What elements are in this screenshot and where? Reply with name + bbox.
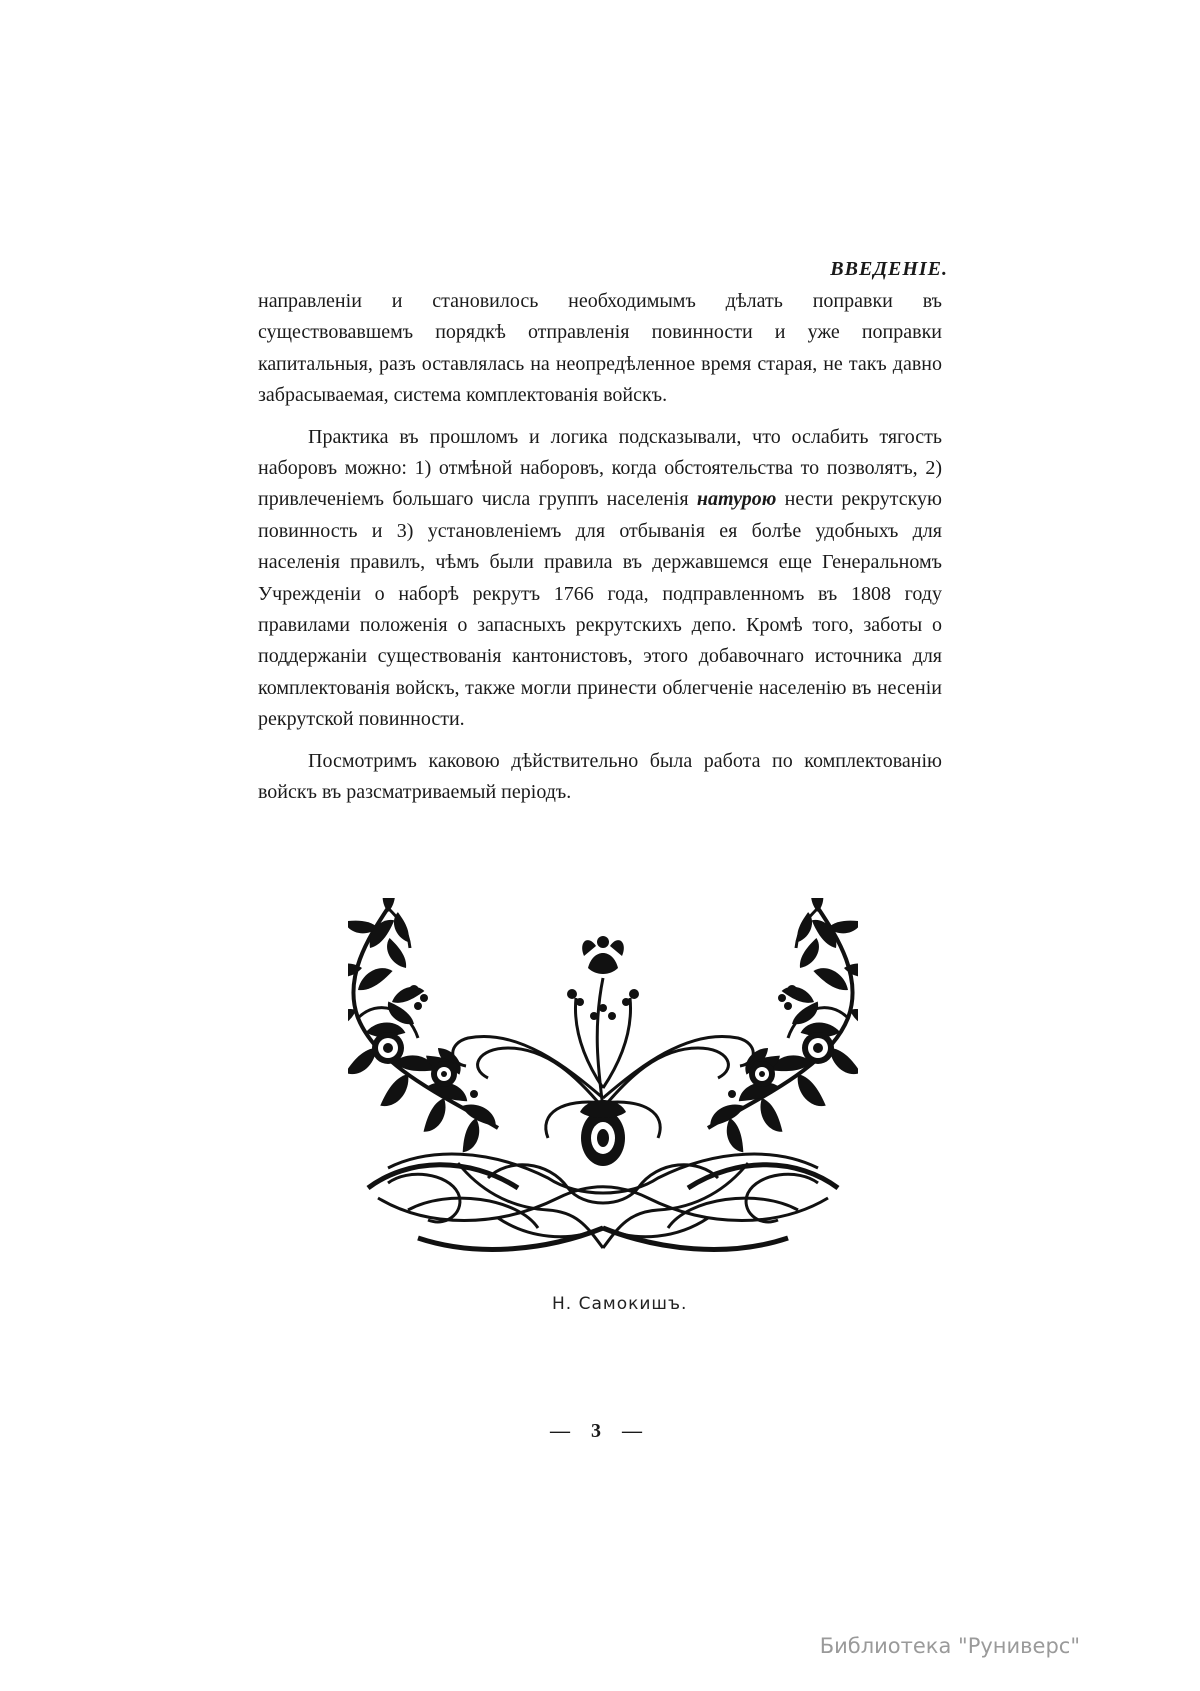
paragraph-3: Посмотримъ каковою дѣйствительно была работа по комплектованію войскъ въ разсматриваемый періодъ. bbox=[258, 749, 942, 804]
page-number: — 3 — bbox=[550, 1420, 650, 1442]
running-head: ВВЕДЕНІЕ. bbox=[830, 258, 948, 280]
paragraph-2-start: Практика въ прошломъ и логика подсказывали, что ослабить тягость наборовъ можно: 1) отмѣной наборовъ, когда обстоятельства то позволятъ, 2) привлеченіемъ большаго числа группъ населенія bbox=[258, 425, 942, 511]
body-text bbox=[258, 286, 942, 819]
emphasis-word: натурою bbox=[696, 488, 777, 511]
paragraph-2 bbox=[258, 422, 942, 736]
floral-vignette-icon bbox=[348, 898, 858, 1278]
paragraph-2-end: нести рекрутскую повинность и 3) установленіемъ для отбыванія ея болѣе удобныхъ для населенія правилъ, чѣмъ были правила въ державшемся еще Генеральномъ Учрежденіи о наборѣ рекрутъ 1766 года, подправленномъ въ 1808 году правилами положенія о запасныхъ рекрутскихъ депо. Кромѣ того, заботы о поддержаніи существованія кантонистовъ, этого добавочнаго источника для комплектованія войскъ, также могли принести облегченіе населенію въ несеніи рекрутской повинности. bbox=[258, 488, 942, 731]
library-watermark: Библиотека "Руниверс" bbox=[819, 1634, 1080, 1658]
artist-signature: Н. Самокишъ. bbox=[552, 1294, 688, 1314]
paragraph-1: направленіи и становилось необходимымъ дѣлать поправки въ существовавшемъ порядкѣ отправленія повинности и уже поправки капитальныя, разъ оставлялась на неопредѣленное время старая, не такъ давно забрасываемая, система комплектованія войскъ. bbox=[258, 290, 942, 407]
